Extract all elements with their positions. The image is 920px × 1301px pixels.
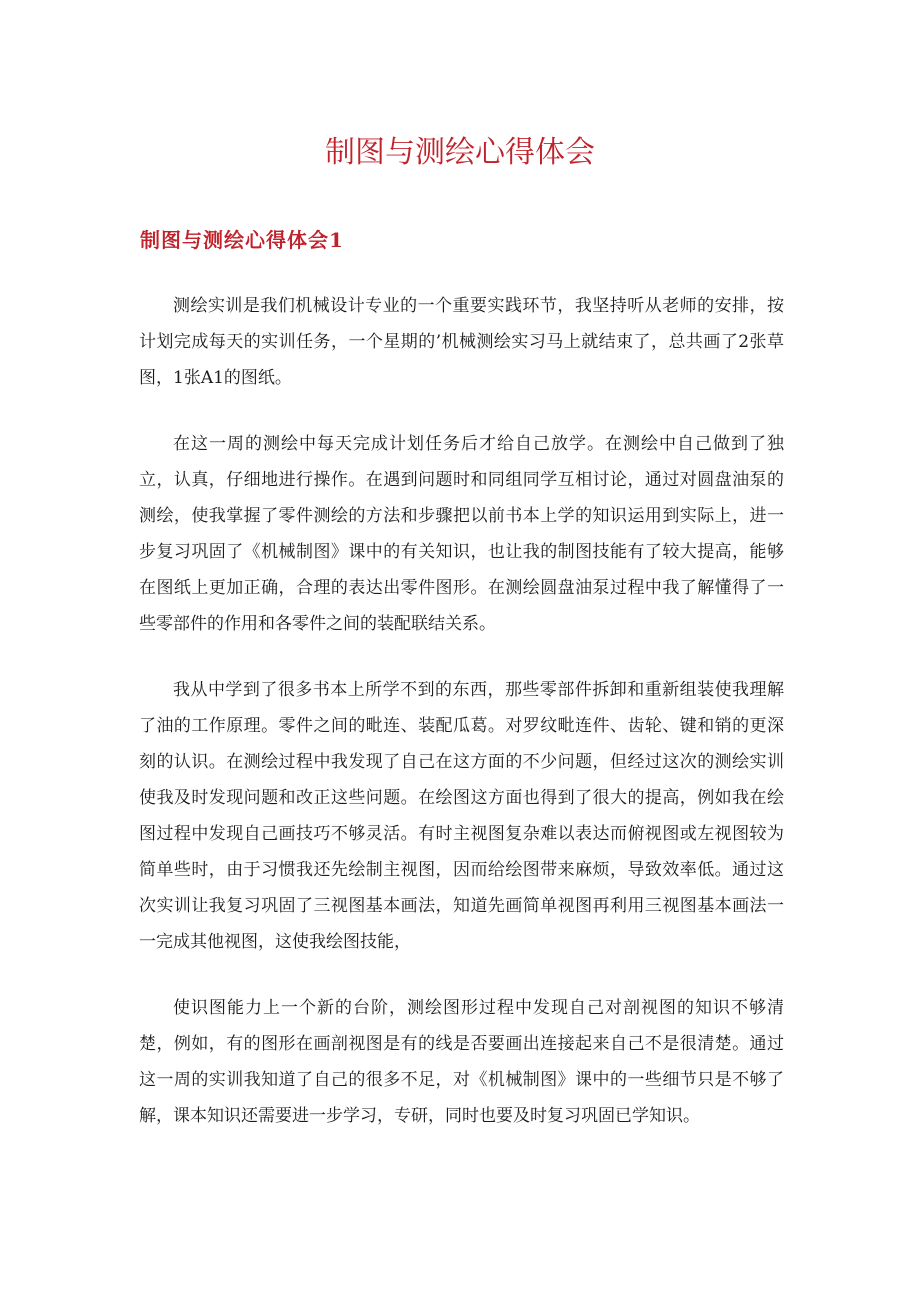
page-title: 制图与测绘心得体会 — [325, 135, 595, 170]
section-heading: 制图与测绘心得体会1 — [140, 228, 344, 252]
document-body — [139, 288, 784, 1164]
paragraph-2: 在这一周的测绘中每天完成计划任务后才给自己放学。在测绘中自己做到了独立，认真，仔细地进行操作。在遇到问题时和同组同学互相讨论，通过对圆盘油泵的测绘，使我掌握了零件测绘的方法和步骤把以前书本上学的知识运用到实际上，进一步复习巩固了《机械制图》课中的有关知识，也让我的制图技能有了较大提高，能够在图纸上更加正确，合理的表达出零件图形。在测绘圆盘油泵过程中我了解懂得了一些零部件的作用和各零件之间的装配联结关系。 — [139, 434, 784, 634]
paragraph-4: 使识图能力上一个新的台阶，测绘图形过程中发现自己对剖视图的知识不够清楚，例如，有的图形在画剖视图是有的线是否要画出连接起来自己不是很清楚。通过这一周的实训我知道了自己的很多不足，对《机械制图》课中的一些细节只是不够了解，课本知识还需要进一步学习，专研，同时也要及时复习巩固已学知识。 — [139, 998, 784, 1126]
paragraph-1: 测绘实训是我们机械设计专业的一个重要实践环节，我坚持听从老师的安排，按计划完成每天的实训任务，一个星期的’机械测绘实习马上就结束了，总共画了2张草图，1张A1的图纸。 — [139, 296, 784, 388]
paragraph-3: 我从中学到了很多书本上所学不到的东西，那些零部件拆卸和重新组装使我理解了油的工作原理。零件之间的毗连、装配瓜葛。对罗纹毗连件、齿轮、键和销的更深刻的认识。在测绘过程中我发现了自己在这方面的不少问题，但经过这次的测绘实训使我及时发现问题和改正这些问题。在绘图这方面也得到了很大的提高，例如我在绘图过程中发现自己画技巧不够灵活。有时主视图复杂难以表达而俯视图或左视图较为简单些时，由于习惯我还先绘制主视图，因而给绘图带来麻烦，导致效率低。通过这次实训让我复习巩固了三视图基本画法，知道先画简单视图再利用三视图基本画法一一完成其他视图，这使我绘图技能， — [139, 680, 784, 952]
